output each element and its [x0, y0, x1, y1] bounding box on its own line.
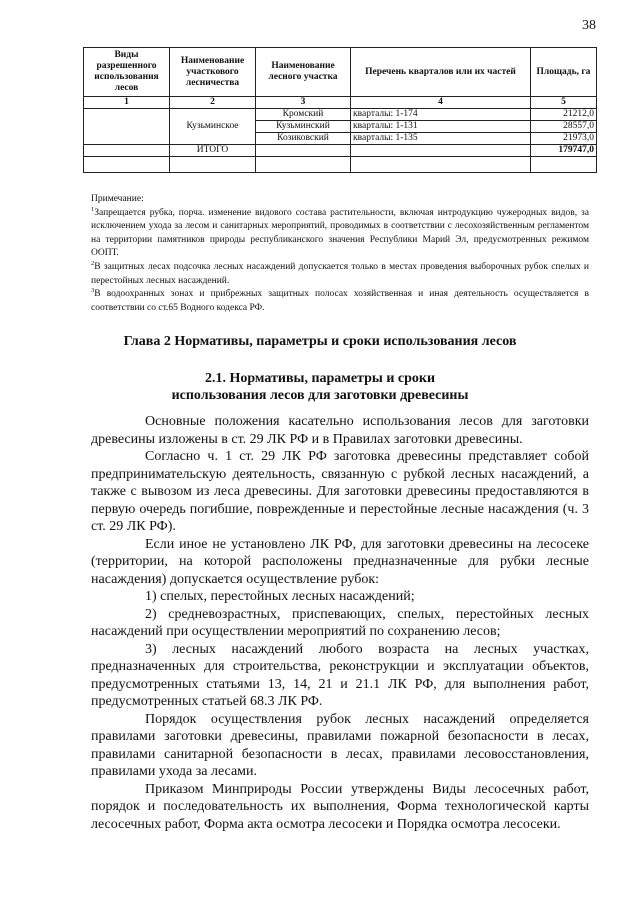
empty-cell [256, 145, 351, 157]
note-item [91, 261, 589, 288]
column-number: 1 [84, 97, 170, 109]
page-number: 38 [582, 18, 596, 33]
total-area: 179747,0 [531, 145, 597, 157]
section-title-line: использования лесов для заготовки древесины [171, 388, 469, 403]
plot-name: Кузьминский [256, 121, 351, 133]
paragraph: Порядок осуществления рубок лесных насаждений определяется правилами заготовки древесины, правилами пожарной безопасности в лесах, правилами санитарной безопасности в лесах, правилами лесовосстановления, правилами ухода за лесами. [91, 711, 589, 779]
body-text [91, 413, 589, 833]
empty-cell [351, 157, 531, 173]
area-cell: 21973,0 [531, 133, 597, 145]
note-text: В водоохранных зонах и прибрежных защитных полосах хозяйственная и иная деятельность осуществляется в соответствии со ст.65 Водного кодекса РФ. [91, 289, 589, 313]
footnote-marker: 3 [91, 287, 95, 294]
plot-name: Козиковский [256, 133, 351, 145]
header-plot: Наименование лесного участка [256, 48, 351, 97]
note-item [91, 288, 589, 315]
area-cell: 21212,0 [531, 109, 597, 121]
paragraph: Согласно ч. 1 ст. 29 ЛК РФ заготовка древесины представляет собой предпринимательскую деятельность, связанную с рубкой лесных насаждений, а также с вывозом из леса древесины. Для заготовки древесины предоставляются в первую очередь погибшие, поврежденные и перестойные лесные насаждения (ч. 3 ст. 29 ЛК РФ). [91, 449, 589, 534]
table-row [84, 109, 597, 121]
footnote-marker: 1 [91, 205, 95, 213]
note-text: В защитных лесах подсочка лесных насаждений допускается только в местах проведения выборочных рубок спелых и перестойных лесных насаждений. [91, 261, 589, 286]
total-row [84, 145, 597, 157]
header-quarters: Перечень кварталов или их частей [351, 48, 531, 97]
paragraph: Основные положения касательно использования лесов для заготовки древесины изложены в ст. 29 ЛК РФ и в Правилах заготовки древесины. [91, 414, 589, 447]
paragraph: 3) лесных насаждений любого возраста на лесных участках, предназначенных для строительства, реконструкции и эксплуатации объектов, предусмотренных статьями 13, 14, 21 и 21.1 ЛК РФ, для выполнения работ, предусмотренных статьей 68.3 ЛК РФ. [91, 641, 589, 709]
column-number: 5 [531, 97, 597, 109]
note-item [91, 207, 589, 261]
column-number: 2 [170, 97, 256, 109]
forest-use-table [83, 47, 597, 173]
footnote-marker: 2 [91, 259, 95, 267]
notes-block [91, 193, 589, 315]
district-cell: Кузьминское [170, 109, 256, 145]
header-district: Наименование участкового лесничества [170, 48, 256, 97]
empty-cell [531, 157, 597, 173]
header-use-type: Виды разрешенного использования лесов [84, 48, 170, 97]
empty-cell [84, 157, 170, 173]
empty-cell [84, 145, 170, 157]
note-text: Запрещается рубка, порча. изменение видового состава растительности, включая интродукцию чужеродных видов, за исключением ухода за лесом и санитарных мероприятий, проводимых в соответствии с лесохозяйственным регламентом на территории памятников природы республиканского значения Республики Марий Эл, предусмотренных режимом ООПТ. [91, 207, 589, 259]
plot-name: Кромский [256, 109, 351, 121]
notes-title: Примечание: [91, 194, 144, 204]
section-title [0, 370, 640, 404]
paragraph: 2) средневозрастных, приспевающих, спелых, перестойных лесных насаждений при осуществлении мероприятий по сохранению лесов; [91, 606, 589, 639]
column-number: 3 [256, 97, 351, 109]
empty-cell [170, 157, 256, 173]
quarters-cell: кварталы: 1-174 [351, 109, 531, 121]
use-type-cell [84, 109, 170, 145]
section-title-line: 2.1. Нормативы, параметры и сроки [204, 371, 436, 386]
paragraph: Приказом Минприроды России утверждены Виды лесосечных работ, порядок и последовательность их выполнения, Форма технологической карты лесосечных работ, Форма акта осмотра лесосеки и Порядка осмотра лесосеки. [91, 781, 589, 832]
area-cell: 28557,0 [531, 121, 597, 133]
chapter-title: Глава 2 Нормативы, параметры и сроки использования лесов [123, 334, 517, 349]
total-label: ИТОГО [170, 145, 256, 157]
empty-cell [256, 157, 351, 173]
empty-cell [351, 145, 531, 157]
column-number: 4 [351, 97, 531, 109]
quarters-cell: кварталы: 1-135 [351, 133, 531, 145]
header-area: Площадь, га [531, 48, 597, 97]
paragraph: Если иное не установлено ЛК РФ, для заготовки древесины на лесосеке (территории, на которой расположены предназначенные для рубки лесные насаждения) допускается осуществление рубок: [91, 536, 589, 587]
quarters-cell: кварталы: 1-131 [351, 121, 531, 133]
paragraph: 1) спелых, перестойных лесных насаждений; [145, 589, 415, 604]
